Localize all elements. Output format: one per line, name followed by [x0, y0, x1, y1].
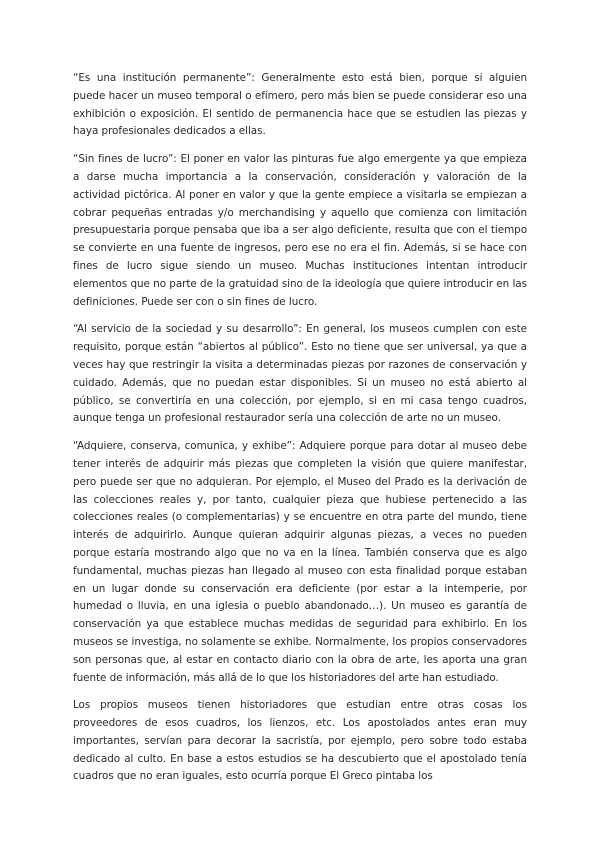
document-page [73, 70, 527, 786]
paragraph-institucion-permanente: “Es una institución permanente”: Generalmente esto está bien, porque si alguien puede hacer un museo temporal o efímero, pero más bien se puede considerar eso una exhibición o exposición. El sentido de permanencia hace que se estudien las piezas y haya profesionales dedicados a ellas. [73, 72, 527, 138]
paragraph-adquiere-conserva: “Adquiere, conserva, comunica, y exhibe”: Adquiere porque para dotar al museo debe tener interés de adquirir más piezas que completen la visión que quiere manifestar, pero puede ser que no adquieran. Por ejemplo, el Museo del Prado es la derivación de las colecciones reales y, por tanto, cualquier pieza que hubiese pertenecido a las colecciones reales (o complementarias) y se encuentre en otra parte del mundo, tiene interés de adquirirlo. Aunque quieran adquirir algunas piezas, a veces no pueden porque estaría mostrando algo que no va en la línea. También conserva que es algo fundamental, muchas piezas han llegado al museo con esta finalidad porque estaban en un lugar donde su conservación era deficiente (por estar a la intemperie, por humedad o lluvia, en una iglesia o pueblo abandonado…). Un museo es garantía de conservación ya que establece muchas medidas de seguridad para exhibirlo. En los museos se investiga, no solamente se exhibe. Normalmente, los propios conservadores son personas que, al estar en contacto diario con la obra de arte, les aporta una gran fuente de información, más allá de lo que los historiadores del arte han estudiado. [73, 440, 527, 684]
paragraph-al-servicio-de-la-sociedad: “Al servicio de la sociedad y su desarrollo”: En general, los museos cumplen con este requisito, porque están “abiertos al público”. Esto no tiene que ser universal, ya que a veces hay que restringir la visita a determinadas piezas por razones de conservación y cuidado. Además, que no puedan estar disponibles. Si un museo no está abierto al público, se convertiría en una colección, por ejemplo, si en mi casa tengo cuadros, aunque tenga un profesional restaurador sería una colección de arte no un museo. [73, 323, 527, 425]
paragraph-propios-museos: Los propios museos tienen historiadores que estudian entre otras cosas los proveedores de esos cuadros, los lienzos, etc. Los apostolados antes eran muy importantes, servían para decorar la sacristía, por ejemplo, pero sobre todo estaba dedicado al culto. En base a estos estudios se ha descubierto que el apostolado tenía cuadros que no eran iguales, esto ocurría porque El Greco pintaba los [73, 699, 527, 783]
paragraph-sin-fines-de-lucro: “Sin fines de lucro”: El poner en valor las pinturas fue algo emergente ya que empieza a darse mucha importancia a la conservación, consideración y valoración de la actividad pictórica. Al poner en valor y que la gente empiece a visitarla se empiezan a cobrar pequeñas entradas y/o merchandising y aquello que comienza con limitación presupuestaria porque pensaba que iba a ser algo deficiente, resulta que con el tiempo se convierte en una fuente de ingresos, pero ese no era el fin. Además, si se hace con fines de lucro sigue siendo un museo. Muchas instituciones intentan introducir elementos que no parte de la gratuidad sino de la ideología que quiere introducir en las definiciones. Puede ser con o sin fines de lucro. [73, 153, 527, 308]
